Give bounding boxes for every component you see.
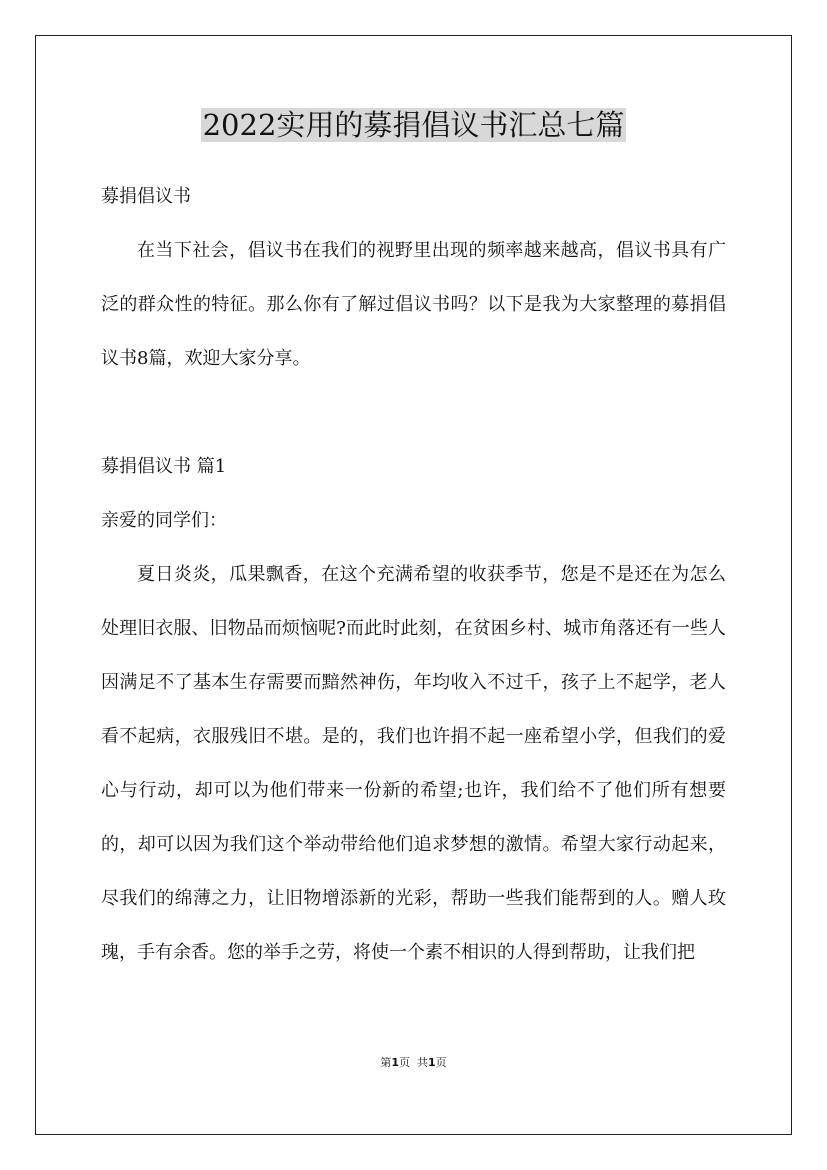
section-heading: 募捐倡议书 — [101, 186, 191, 207]
document-title — [0, 105, 827, 145]
article-heading: 募捐倡议书 篇1 — [101, 456, 227, 477]
body-paragraph: 夏日炎炎，瓜果飘香，在这个充满希望的收获季节，您是不是还在为怎么处理旧衣服、旧物品而烦恼呢?而此时此刻，在贫困乡村、城市角落还有一些人因满足不了基本生存需要而黯然神伤，年均收入不过千，孩子上不起学，老人看不起病，衣服残旧不堪。是的，我们也许捐不起一座希望小学，但我们的爱心与行动，却可以为他们带来一份新的希望;也许，我们给不了他们所有想要的，却可以因为我们这个举动带给他们追求梦想的激情。希望大家行动起来，尽我们的绵薄之力，让旧物增添新的光彩，帮助一些我们能帮到的人。赠人玫瑰，手有余香。您的举手之劳，将使一个素不相识的人得到帮助，让我们把 — [101, 564, 726, 963]
total-pages: 1 — [428, 1056, 436, 1069]
page-prefix: 第 — [380, 1056, 392, 1069]
document-title-text: 2022实用的募捐倡议书汇总七篇 — [202, 108, 625, 142]
page-number: 1 — [391, 1056, 399, 1069]
intro-paragraph: 在当下社会，倡议书在我们的视野里出现的频率越来越高，倡议书具有广泛的群众性的特征。那么你有了解过倡议书吗？以下是我为大家整理的募捐倡议书8篇，欢迎大家分享。 — [101, 240, 726, 369]
document-body — [101, 170, 726, 980]
page-footer — [0, 1055, 827, 1071]
total-prefix: 共 — [417, 1056, 428, 1069]
salutation: 亲爱的同学们： — [101, 510, 227, 531]
total-suffix: 页 — [435, 1056, 447, 1069]
page-suffix: 页 — [399, 1056, 410, 1069]
